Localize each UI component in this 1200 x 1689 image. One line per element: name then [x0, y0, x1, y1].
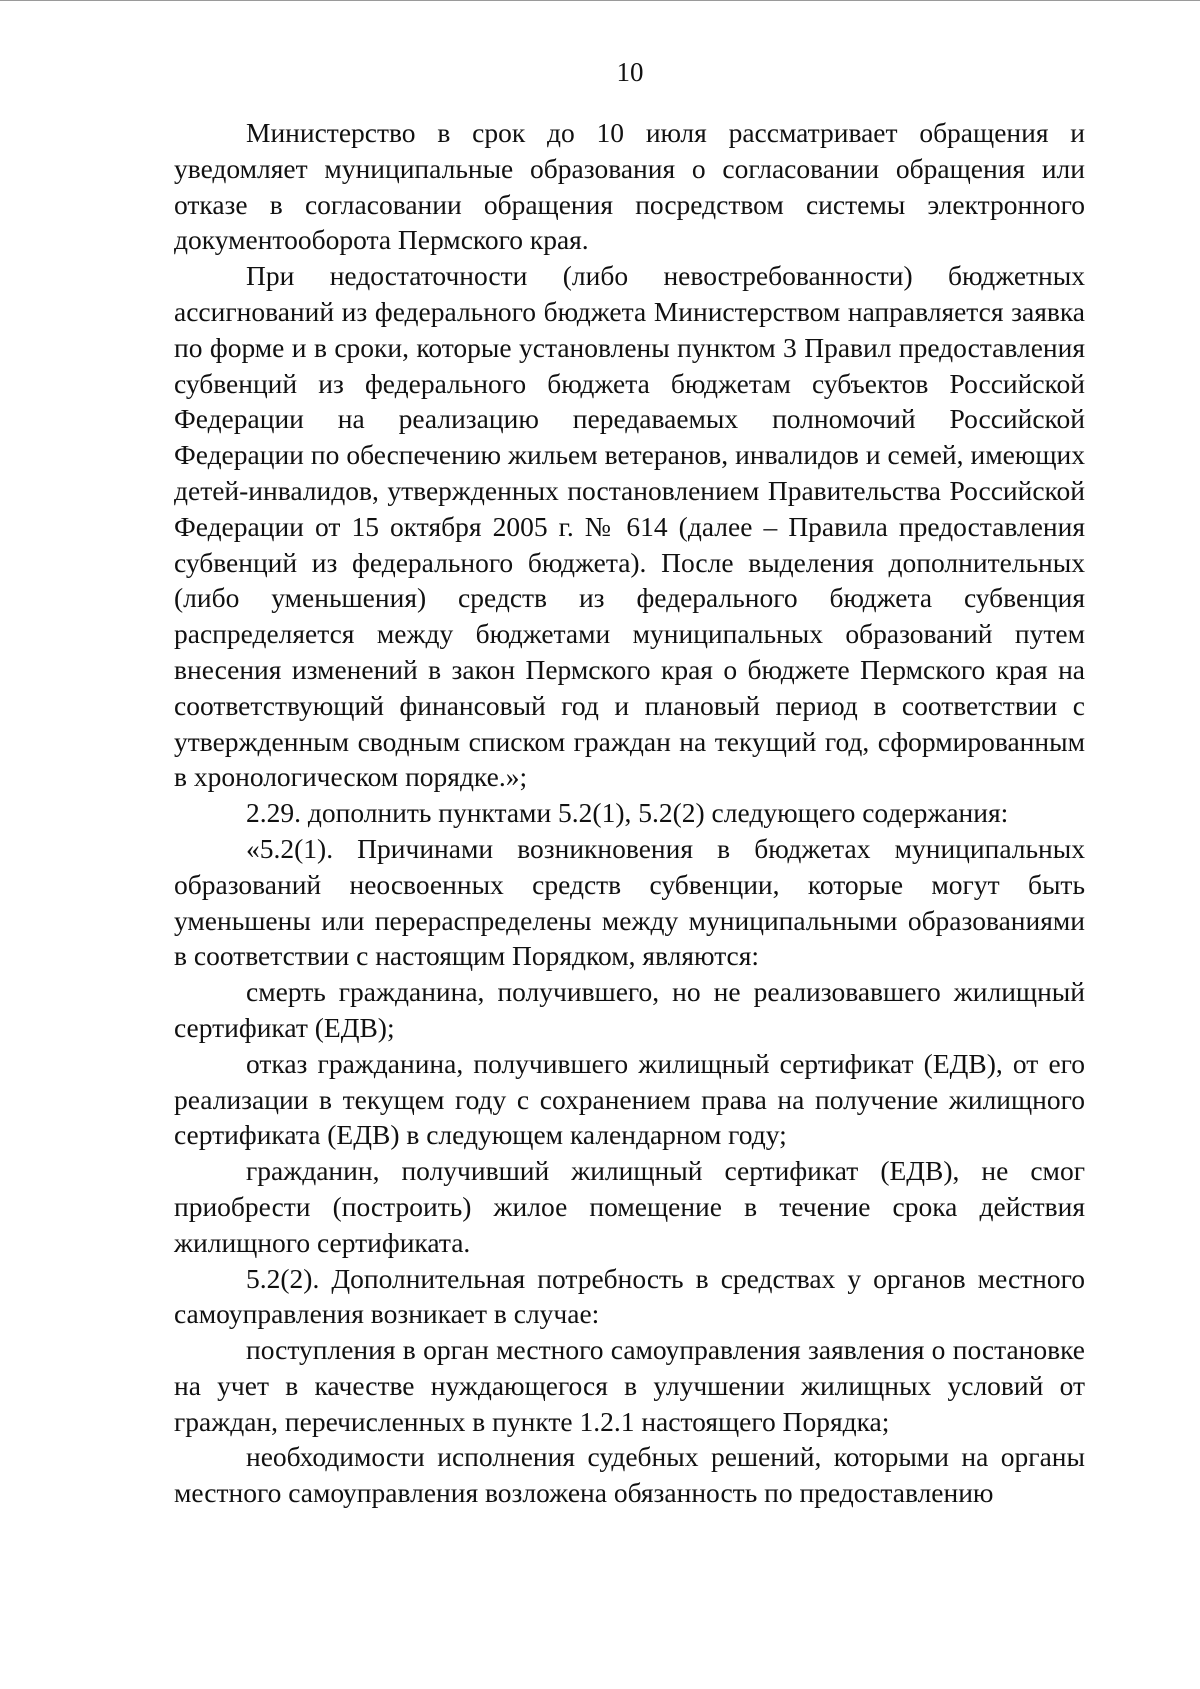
paragraph-amendment-2-29: 2.29. дополнить пунктами 5.2(1), 5.2(2) следующего содержания:: [246, 797, 1009, 829]
paragraph-registration-application: поступления в орган местного самоуправления заявления о постановке на учет в качестве нуждающегося в улучшении жилищных условий от граждан, перечисленных в пункте 1.2.1 настоящего Порядка;: [174, 1334, 1085, 1437]
page-top-edge: [0, 0, 1200, 1]
paragraph-5-2-2-intro: 5.2(2). Дополнительная потребность в средствах у органов местного самоуправления возникает в случае:: [174, 1262, 1085, 1330]
paragraph-5-2-1-intro: «5.2(1). Причинами возникновения в бюджетах муниципальных образований неосвоенных средств субвенции, которые могут быть уменьшены или перераспределены между муниципальными образованиями в соответствии с настоящим Порядком, являются:: [174, 832, 1085, 972]
paragraph-death-of-citizen: смерть гражданина, получившего, но не реализовавшего жилищный сертификат (ЕДВ);: [174, 976, 1085, 1043]
document-body: [174, 115, 1085, 1511]
paragraph-ministry-deadline: Министерство в срок до 10 июля рассматривает обращения и уведомляет муниципальные образования о согласовании обращения или отказе в согласовании обращения посредством системы электронного документооборота Пермского края.: [174, 117, 1085, 256]
paragraph-failed-purchase: гражданин, получивший жилищный сертификат (ЕДВ), не смог приобрести (построить) жилое помещение в течение срока действия жилищного сертификата.: [174, 1155, 1085, 1258]
paragraph-refusal-of-citizen: отказ гражданина, получившего жилищный сертификат (ЕДВ), от его реализации в текущем году с сохранением права на получение жилищного сертификата (ЕДВ) в следующем календарном году;: [174, 1047, 1085, 1151]
paragraph-insufficient-allocations: При недостаточности (либо невостребованности) бюджетных ассигнований из федерального бюджета Министерством направляется заявка по форме и в сроки, которые установлены пунктом 3 Правил предоставления субвенций из федерального бюджета бюджетам субъектов Российской Федерации на реализацию передаваемых полномочий Российской Федерации по обеспечению жильем ветеранов, инвалидов и семей, имеющих детей-инвалидов, утвержденных постановлением Правительства Российской Федерации от 15 октября 2005 г. № 614 (далее – Правила предоставления субвенций из федерального бюджета). После выделения дополнительных (либо уменьшения) средств из федерального бюджета субвенция распределяется между бюджетами муниципальных образований путем внесения изменений в закон Пермского края о бюджете Пермского края на соответствующий финансовый год и плановый период в соответствии с утвержденным сводным списком граждан на текущий год, сформированным в хронологическом порядке.»;: [174, 260, 1085, 793]
page-number: 10: [616, 57, 644, 87]
paragraph-court-decisions: необходимости исполнения судебных решений, которыми на органы местного самоуправления возложена обязанность по предоставлению: [174, 1441, 1085, 1509]
